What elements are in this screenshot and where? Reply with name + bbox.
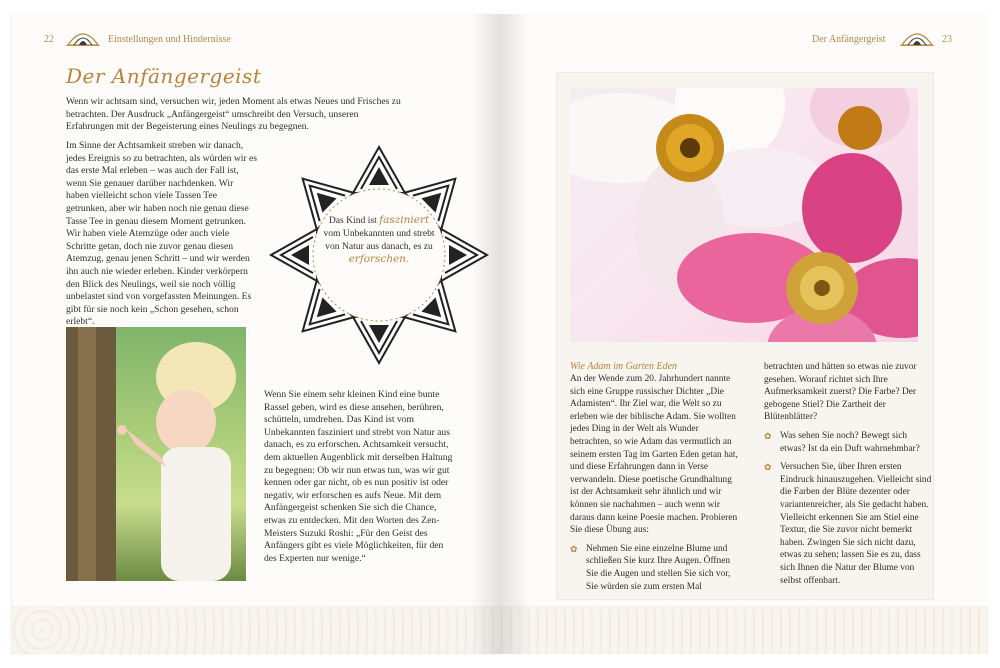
quote-emphasis-2: erforschen.	[348, 253, 410, 265]
bullet-text-2: Was sehen Sie noch? Bewegt sich etwas? Ist da ein Duft wahrnehmbar?	[780, 430, 920, 454]
exercise-title: Wie Adam im Garten Eden	[570, 361, 678, 372]
bullet-text-3: Versuchen Sie, über Ihren ersten Eindruck hinauszugehen. Vielleicht sind die Farben der Blüte dezenter oder variantenreicher, als Sie gedacht haben. Vielleicht erkennen Sie am Stiel eine Textur, die Sie zuvor nicht bemerkt haben. Zwingen Sie sich nicht dazu, etwas zu sehen; lassen Sie es zu, dass sich Ihnen die Natur der Blume von selbst offenbart.	[780, 462, 932, 586]
list-item	[764, 461, 932, 587]
list-item	[764, 430, 932, 455]
flower-bullet-icon: ✿	[570, 543, 578, 554]
intro-paragraph: Wenn wir achtsam sind, versuchen wir, jeden Moment als etwas Neues und Frisches zu betrachten. Der Ausdruck „Anfängergeist“ umschreibt den Versuch, unseren Erfahrungen mit der Begeisterung eines Neulings zu begegnen.	[66, 96, 401, 133]
cosmos-flower-photo	[570, 88, 918, 342]
exercise-column-2	[764, 361, 932, 587]
running-head-left: Einstellungen und Hindernisse	[108, 34, 231, 45]
quote-text	[320, 214, 438, 266]
child-photo	[66, 327, 246, 581]
body-paragraph-2: Wenn Sie einem sehr kleinen Kind eine bunte Rassel geben, wird es diese ansehen, berühren, schütteln, umdrehen. Das Kind ist vom Unbekannten fasziniert und strebt von Natur aus danach, es zu erforschen. Achtsamkeit versucht, dem aktuellen Augenblick mit derselben Haltung zu begegnen: Ob wir nun etwas tun, was wir gut kennen oder gar nicht, ob es nun positiv ist oder negativ, wir erforschen es aufs Neue. Mit dem Anfängergeist schenken Sie sich die Chance, etwas zu entdecken. Mit den Worten des Zen-Meisters Suzuki Roshi: „Für den Geist des Anfängers gibt es viele Möglichkeiten, für den des Experten nur wenige.“	[264, 389, 453, 564]
quote-part-1: Das Kind ist	[328, 215, 377, 226]
list-item	[570, 543, 738, 593]
exercise-text: An der Wende zum 20. Jahrhundert nannte sich eine Gruppe russischer Dichter „Die Adamisten“. Ihr Ziel war, die Welt so zu erleben wie der biblische Adam. Sie wollten jedes Ding in der Welt als Wunder betrachten, so wie Adam das vermutlich an seinem ersten Tag im Garten Eden getan hat, und diese Erfahrungen dann in Verse verwandeln. Diese poetische Grundhaltung ist der Achtsamkeit sehr ähnlich und wir können sie nachahmen – auch wenn wir daraus dann keine Poesie machen. Probieren Sie diese Übung aus:	[570, 374, 738, 536]
bullet-text-1: Nehmen Sie eine einzelne Blume und schließen Sie kurz Ihre Augen. Öffnen Sie die Augen und stellen Sie sich vor, Sie würden sie zum ersten Mal	[586, 543, 731, 592]
mandala-quote	[268, 144, 490, 366]
flower-bullet-icon: ✿	[764, 462, 772, 473]
flower-bullet-icon: ✿	[764, 430, 772, 441]
page-number-right: 23	[942, 34, 952, 45]
bullet-text-1-continued: betrachten und hätten so etwas nie zuvor gesehen. Worauf richtet sich Ihre Aufmerksamkeit zuerst? Die Farbe? Der gebogene Stiel? Die Zartheit der Blütenblätter?	[764, 362, 917, 423]
body-paragraph-1: Im Sinne der Achtsamkeit streben wir danach, jedes Ereignis so zu betrachten, als würden wir es das erste Mal erleben – was auch der Fall ist, wenn Sie genauer darüber nachdenken. Wir haben vielleicht schon viele Tassen Tee getrunken, aber wir haben noch nie genau diese Tasse Tee in genau diesem Moment getrunken. Wir haben viele Atemzüge oder auch viele Schritte getan, doch nie zuvor genau diesen Atemzug, genau jenen Schritt – und wir werden ihn auch nie wieder erleben. Kinder verkörpern den Blick des Neulings, weil sie noch völlig unbelastet sind von vorgefassten Meinungen. Es gibt für sie noch kein „Schon gesehen, schon erlebt“.	[66, 140, 258, 328]
exercise-column-1	[570, 373, 738, 593]
quote-emphasis-1: fasziniert	[379, 214, 430, 226]
page-title: Der Anfängergeist	[66, 64, 262, 88]
page-number-left: 22	[44, 34, 54, 45]
lotus-ornament-icon	[66, 27, 100, 47]
lotus-ornament-icon	[900, 27, 934, 47]
decorative-bottom-band	[12, 606, 988, 654]
running-head-right: Der Anfängergeist	[812, 34, 886, 45]
quote-part-2: vom Unbekannten und strebt von Natur aus danach, es zu	[323, 228, 435, 252]
